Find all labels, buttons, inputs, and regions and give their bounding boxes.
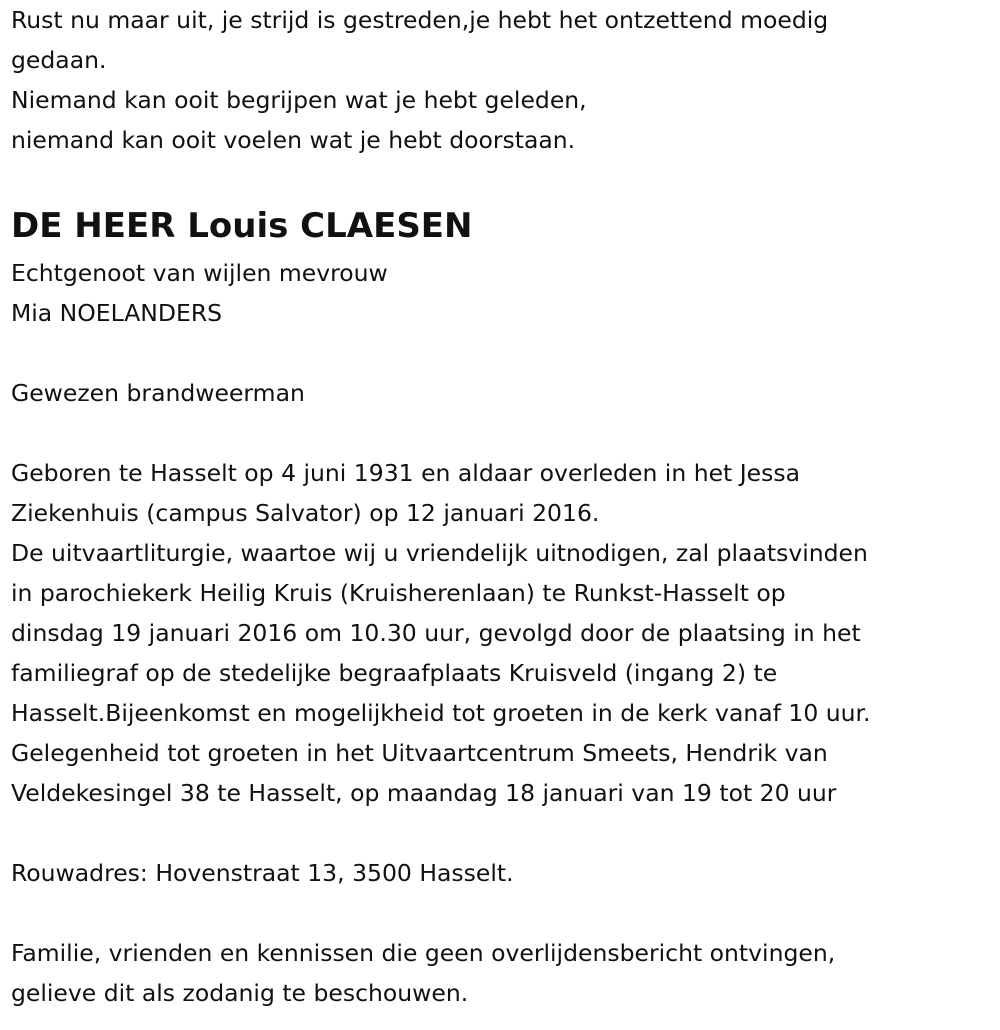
details-line: Geboren te Hasselt op 4 juni 1931 en aldaar overleden in het Jessa [11, 459, 801, 487]
details-line: Hasselt.Bijeenkomst en mogelijkheid tot groeten in de kerk vanaf 10 uur. [11, 699, 871, 727]
mourning-address: Rouwadres: Hovenstraat 13, 3500 Hasselt. [11, 859, 514, 887]
poem-line: Niemand kan ooit begrijpen wat je hebt geleden, [11, 86, 587, 114]
details-line: Veldekesingel 38 te Hasselt, op maandag 18 januari van 19 tot 20 uur [11, 779, 837, 807]
details-line: De uitvaartliturgie, waartoe wij u vriendelijk uitnodigen, zal plaatsvinden [11, 539, 868, 567]
spacer [11, 160, 1000, 200]
details-line: Ziekenhuis (campus Salvator) op 12 januari 2016. [11, 499, 600, 527]
poem-line: gedaan. [11, 46, 107, 74]
closing-line: gelieve dit als zodanig te beschouwen. [11, 979, 469, 1007]
poem-line: Rust nu maar uit, je strijd is gestreden,je hebt het ontzettend moedig [11, 6, 829, 34]
spacer [11, 813, 1000, 853]
occupation: Gewezen brandweerman [11, 379, 305, 407]
spacer [11, 333, 1000, 373]
spouse-name: Mia NOELANDERS [11, 299, 223, 327]
poem-line: niemand kan ooit voelen wat je hebt doorstaan. [11, 126, 576, 154]
spacer [11, 413, 1000, 453]
poem [11, 0, 1000, 160]
deceased-name: DE HEER Louis CLAESEN [11, 206, 473, 246]
details-line: familiegraf op de stedelijke begraafplaats Kruisveld (ingang 2) te [11, 659, 778, 687]
spacer [11, 893, 1000, 933]
details-line: in parochiekerk Heilig Kruis (Kruisherenlaan) te Runkst-Hasselt op [11, 579, 786, 607]
closing-line: Familie, vrienden en kennissen die geen overlijdensbericht ontvingen, [11, 939, 836, 967]
details [11, 453, 1000, 813]
details-line: Gelegenheid tot groeten in het Uitvaartcentrum Smeets, Hendrik van [11, 739, 828, 767]
details-line: dinsdag 19 januari 2016 om 10.30 uur, gevolgd door de plaatsing in het [11, 619, 861, 647]
spouse-line: Echtgenoot van wijlen mevrouw [11, 259, 388, 287]
